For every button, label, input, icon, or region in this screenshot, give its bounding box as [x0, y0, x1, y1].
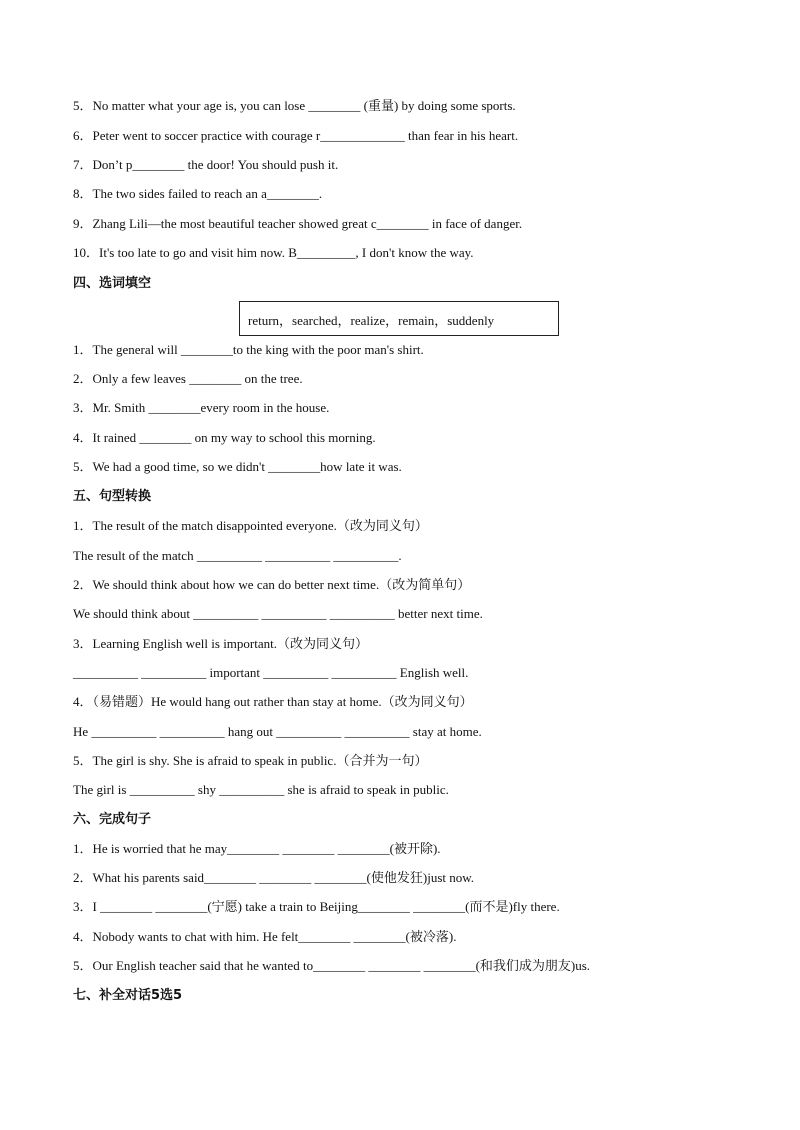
question-item: 1．He is worried that he may________ ________ ________(被开除).	[73, 841, 441, 856]
answer-line: We should think about __________ __________ __________ better next time.	[73, 606, 483, 621]
question-item: 4．Nobody wants to chat with him. He felt________ ________(被冷落).	[73, 929, 457, 944]
section-heading: 五、句型转换	[73, 489, 152, 504]
section-heading: 四、选词填空	[73, 276, 152, 291]
answer-line: __________ __________ important __________ __________ English well.	[73, 665, 469, 680]
section-heading: 七、补全对话5选5	[73, 988, 183, 1003]
question-item: 5．Our English teacher said that he wanted to________ ________ ________(和我们成为朋友)us.	[73, 958, 591, 973]
question-item: 1．The result of the match disappointed everyone.（改为同义句）	[73, 518, 428, 533]
question-item: 10．It's too late to go and visit him now. B_________, I don't know the way.	[73, 245, 474, 260]
question-item: 4．It rained ________ on my way to school this morning.	[73, 430, 376, 445]
question-item: 3．Mr. Smith ________every room in the house.	[73, 400, 330, 415]
question-item: 2．What his parents said________ ________ ________(使他发狂)just now.	[73, 870, 475, 885]
question-item: 7．Don’t p________ the door! You should push it.	[73, 157, 339, 172]
question-item: 5．We had a good time, so we didn't ________how late it was.	[73, 459, 402, 474]
answer-line: He __________ __________ hang out __________ __________ stay at home.	[73, 724, 482, 739]
word-bank-box	[239, 301, 559, 336]
question-item: 1．The general will ________to the king with the poor man's shirt.	[73, 342, 424, 357]
question-item: 5．No matter what your age is, you can lose ________ (重量) by doing some sports.	[73, 98, 516, 113]
question-item: 2．Only a few leaves ________ on the tree.	[73, 371, 303, 386]
question-item: 6．Peter went to soccer practice with courage r_____________ than fear in his heart.	[73, 128, 519, 143]
question-item: 5．The girl is shy. She is afraid to speak in public.（合并为一句）	[73, 753, 428, 768]
answer-line: The girl is __________ shy __________ she is afraid to speak in public.	[73, 782, 449, 797]
question-item: 3．Learning English well is important.（改为同义句）	[73, 636, 368, 651]
question-item: 8．The two sides failed to reach an a________.	[73, 186, 323, 201]
question-item: 4．（易错题）He would hang out rather than stay at home.（改为同义句）	[73, 694, 473, 709]
question-item: 9．Zhang Lili—the most beautiful teacher showed great c________ in face of danger.	[73, 216, 523, 231]
word-bank-text: return，searched，realize，remain，suddenly	[248, 313, 495, 328]
question-item: 3．I ________ ________(宁愿) take a train to Beijing________ ________(而不是)fly there.	[73, 899, 560, 914]
question-item: 2．We should think about how we can do better next time.（改为简单句）	[73, 577, 471, 592]
section-heading: 六、完成句子	[73, 812, 152, 827]
answer-line: The result of the match __________ __________ __________.	[73, 548, 402, 563]
